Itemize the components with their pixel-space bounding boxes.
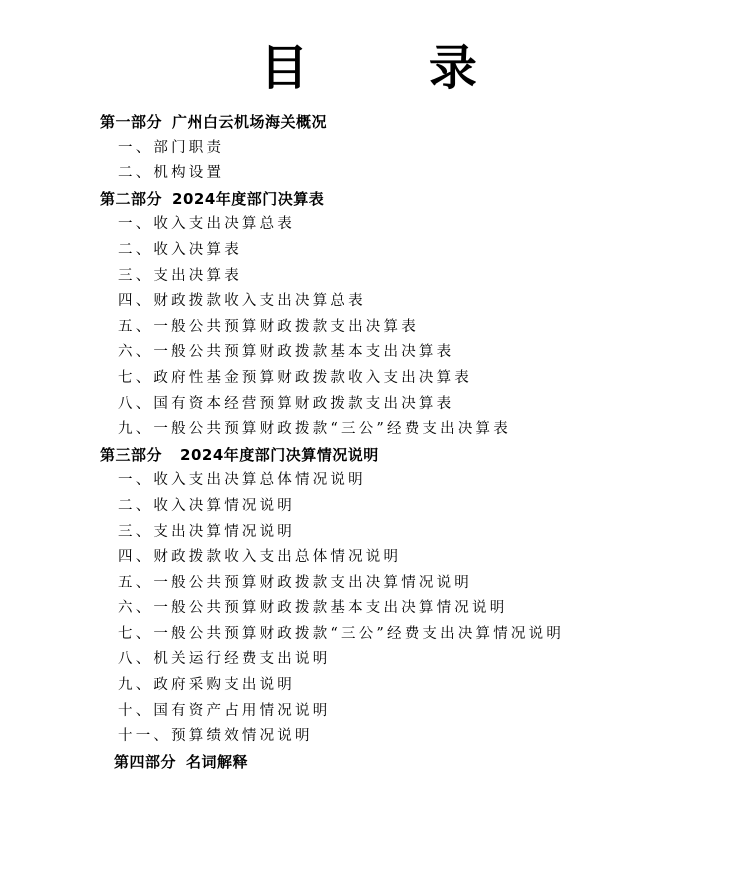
- toc-item[interactable]: 五、一般公共预算财政拨款支出决算表: [118, 318, 419, 335]
- toc-item[interactable]: 一、收入支出决算总表: [118, 216, 295, 233]
- part-name: 2024年度部门决算表: [172, 189, 325, 208]
- toc-item[interactable]: 九、政府采购支出说明: [118, 677, 295, 694]
- toc-item[interactable]: 九、一般公共预算财政拨款“三公”经费支出决算表: [118, 421, 511, 438]
- part-name: 名词解释: [186, 752, 249, 771]
- toc-part-3[interactable]: [100, 443, 700, 469]
- toc-item[interactable]: 三、支出决算情况说明: [118, 523, 295, 540]
- toc-item[interactable]: 八、机关运行经费支出说明: [118, 651, 331, 668]
- toc-item[interactable]: 二、机构设置: [118, 165, 225, 182]
- toc-item[interactable]: 一、部门职责: [118, 139, 225, 156]
- toc-item[interactable]: 八、国有资本经营预算财政拨款支出决算表: [118, 395, 455, 412]
- toc-item[interactable]: 六、一般公共预算财政拨款基本支出决算情况说明: [118, 600, 508, 617]
- part-name: 2024年度部门决算情况说明: [180, 445, 379, 464]
- toc-part-4[interactable]: [100, 750, 700, 776]
- toc-item[interactable]: 四、财政拨款收入支出总体情况说明: [118, 549, 402, 566]
- toc-item[interactable]: 五、一般公共预算财政拨款支出决算情况说明: [118, 574, 472, 591]
- toc-item[interactable]: 四、财政拨款收入支出决算总表: [118, 293, 366, 310]
- part-number: 第二部分: [100, 189, 163, 208]
- part-number: 第一部分: [100, 113, 163, 131]
- toc-item[interactable]: 十一、预算绩效情况说明: [118, 728, 313, 745]
- toc-item[interactable]: 一、收入支出决算总体情况说明: [118, 472, 366, 489]
- part-number: 第三部分: [100, 445, 163, 464]
- toc-part-1[interactable]: [100, 110, 700, 136]
- part-name: 广州白云机场海关概况: [172, 113, 328, 131]
- toc-item[interactable]: 二、收入决算表: [118, 241, 242, 258]
- page-title: 目 录: [260, 40, 529, 96]
- part-number: 第四部分: [114, 752, 177, 771]
- toc-item[interactable]: 六、一般公共预算财政拨款基本支出决算表: [118, 344, 455, 361]
- toc-item[interactable]: 十、国有资产占用情况说明: [118, 702, 331, 719]
- toc-item[interactable]: 三、支出决算表: [118, 267, 242, 284]
- table-of-contents: [100, 110, 700, 775]
- toc-item[interactable]: 二、收入决算情况说明: [118, 497, 295, 514]
- toc-item[interactable]: 七、政府性基金预算财政拨款收入支出决算表: [118, 369, 472, 386]
- toc-item[interactable]: 七、一般公共预算财政拨款“三公”经费支出决算情况说明: [118, 625, 565, 642]
- toc-part-2[interactable]: [100, 187, 700, 213]
